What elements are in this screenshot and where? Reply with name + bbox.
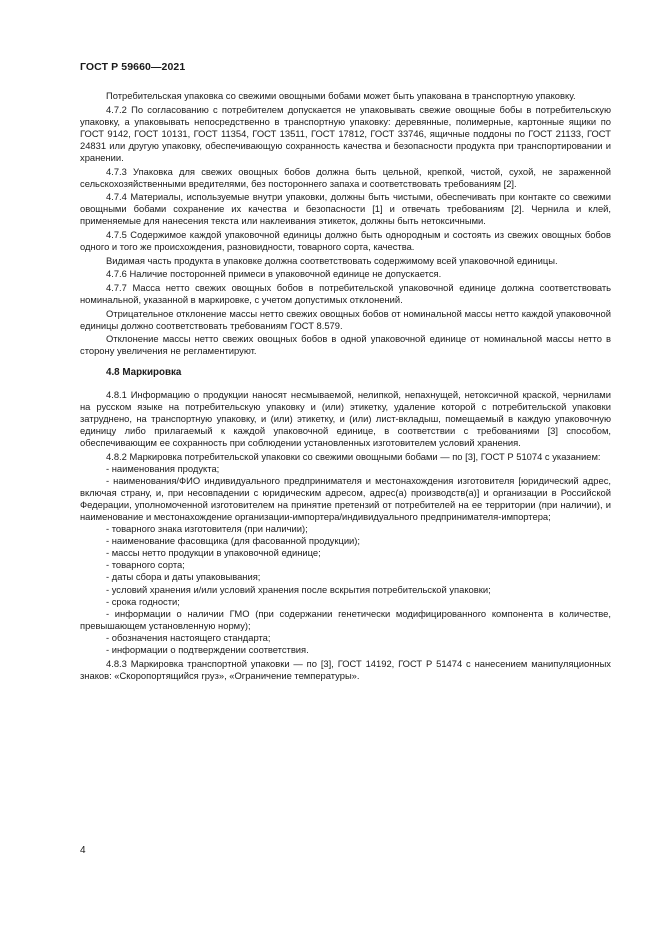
paragraph: Отрицательное отклонение массы нетто свежих овощных бобов от номинальной массы нетто каждой упаковочной единицы должно соответствовать требованиям ГОСТ 8.579. [80,307,611,331]
list-item: - товарного знака изготовителя (при наличии); [106,523,308,535]
list-item: - срока годности; [106,595,180,607]
list-item: - наименования продукта; [106,462,220,474]
page-number: 4 [80,845,86,856]
paragraph-4-7-2: 4.7.2 По согласованию с потребителем допускается не упаковывать свежие овощные бобы в потребительскую упаковку, а упаковывать непосредственно в транспортную упаковку: деревянные, полимерные, картонные ящики по ГОСТ 9142, ГОСТ 10131, ГОСТ 11354, ГОСТ 13511, ГОСТ 17812, ГОСТ 33746, ящичные поддоны по ГОСТ 21133, ГОСТ 24831 или другую упаковку, обеспечивающую сохранность качества и безопасности продукта при транспортировании и хранении. [80,103,611,163]
paragraph-4-7-4: 4.7.4 Материалы, используемые внутри упаковки, должны быть чистыми, обеспечивать при контакте со свежими овощными бобами сохранение их качества и безопасности [1] и отвечать требованиям [2]. Чернила и клей, применяемые для нанесения текста или наклеивания этикеток, должны быть нетоксичными. [80,191,611,227]
paragraph-4-8-1: 4.8.1 Информацию о продукции наносят несмываемой, нелипкой, непахнущей, нетоксичной краской, чернилами на русском языке на потребительскую упаковку и (или) этикетку, удаление которой с потребительской упаковки затруднено, на транспортную упаковку, и (или) этикетку, и (или) лист-вкладыш, помещаемый в каждую упаковочную единицу либо прилагаемый к каждой упаковочной единице, в соответствии с требованиями [3] способом, обеспечивающим ее сохранность при соблюдении установленных изготовителем условий хранения. [80,388,611,448]
list-item: - массы нетто продукции в упаковочной единице; [106,547,321,559]
paragraph-4-7-5: 4.7.5 Содержимое каждой упаковочной единицы должно быть однородным и состоять из свежих овощных бобов одного и того же происхождения, разновидности, товарного сорта, качества. [80,229,611,253]
paragraph-4-7-6: 4.7.6 Наличие посторонней примеси в упаковочной единице не допускается. [106,268,442,280]
list-item: - даты сбора и даты упаковывания; [106,571,261,583]
paragraph-4-8-2: 4.8.2 Маркировка потребительской упаковки со свежими овощными бобами — по [3], ГОСТ Р 51074 с указанием: [106,450,601,462]
document-header: ГОСТ Р 59660—2021 [80,61,186,73]
paragraph: Отклонение массы нетто свежих овощных бобов в одной упаковочной единице от номинальной массы нетто в сторону увеличения не регламентируют. [80,333,611,357]
list-item: - условий хранения и/или условий хранения после вскрытия потребительской упаковки; [106,583,491,595]
paragraph-4-7-3: 4.7.3 Упаковка для свежих овощных бобов должна быть цельной, крепкой, чистой, сухой, не зараженной сельскохозяйственными вредителями, без постороннего запаха и соответствовать требованиям [2]. [80,165,611,189]
list-item: - товарного сорта; [106,559,185,571]
list-item: - информации о подтверждении соответствия. [106,644,309,656]
section-heading-marking: 4.8 Маркировка [106,367,182,379]
paragraph: Видимая часть продукта в упаковке должна соответствовать содержимому всей упаковочной единицы. [106,254,558,266]
marking-requirements-list [80,463,611,657]
list-item: - информации о наличии ГМО (при содержании генетически модифицированного компонента в количестве, превышающем установленную норму); [80,607,611,631]
list-item: - наименование фасовщика (для фасованной продукции); [106,535,361,547]
list-item: - обозначения настоящего стандарта; [106,631,271,643]
document-body [80,90,611,682]
paragraph-4-7-7: 4.7.7 Масса нетто свежих овощных бобов в потребительской упаковочной единице должна соответствовать номинальной, указанной в маркировке, с учетом допустимых отклонений. [80,281,611,305]
list-item: - наименования/ФИО индивидуального предпринимателя и местонахождения изготовителя [юридический адрес, включая страну, и, при несовпадении с юридическим адресом, адрес(а) производств(а)] и организации в Российской Федерации, уполномоченной изготовителем на принятие претензий от потребителей на ее территории (при наличии), и наименование и местонахождение организации-импортера/индивидуального предпринимателя-импортера; [80,474,611,522]
paragraph-4-8-3: 4.8.3 Маркировка транспортной упаковки — по [3], ГОСТ 14192, ГОСТ Р 51474 с нанесением манипуляционных знаков: «Скоропортящийся груз», «Ограничение температуры». [80,657,611,681]
paragraph: Потребительская упаковка со свежими овощными бобами может быть упакована в транспортную упаковку. [106,90,576,101]
